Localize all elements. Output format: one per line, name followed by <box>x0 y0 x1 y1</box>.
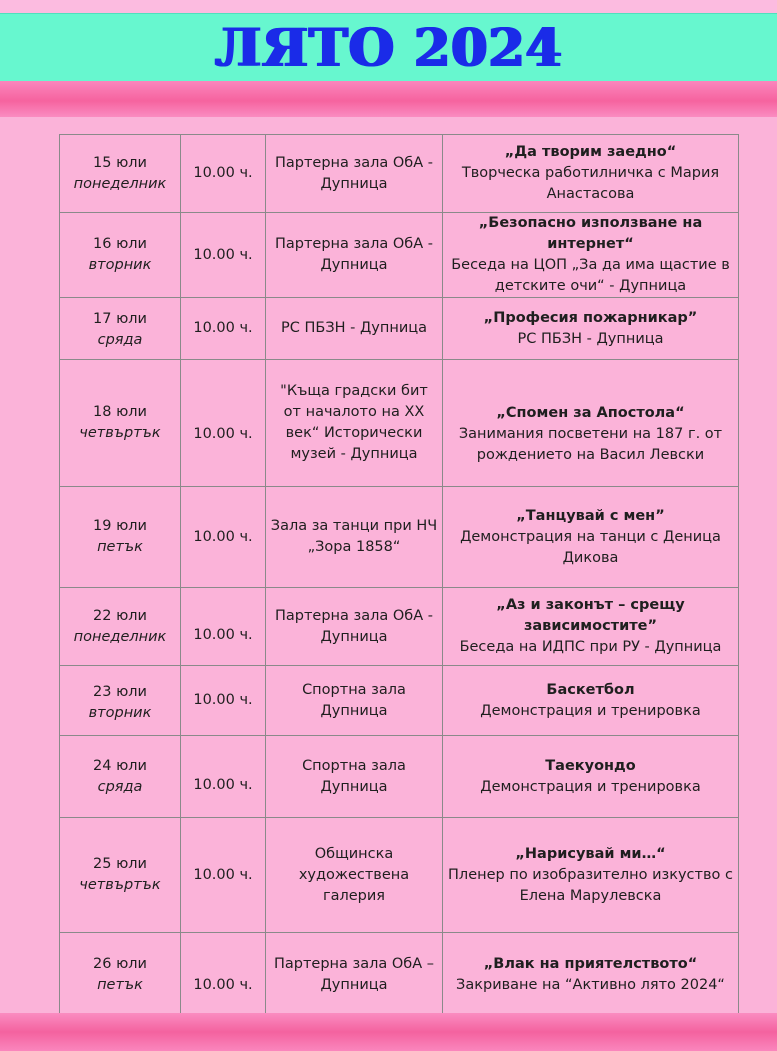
weekday: вторник <box>88 704 152 721</box>
date: 26 юли <box>93 956 147 972</box>
top-stripe <box>0 0 777 13</box>
weekday: вторник <box>88 257 152 273</box>
place-cell: РС ПБЗН - Дупница <box>266 298 443 360</box>
weekday: понеделник <box>73 628 167 645</box>
weekday: четвъртък <box>79 877 161 893</box>
time-cell: 10.00 ч. <box>181 135 266 213</box>
weekday: четвъртък <box>79 425 161 441</box>
place-cell: Спортна зала Дупница <box>266 736 443 818</box>
table-row <box>60 298 739 360</box>
place-cell: Общинска художествена галерия <box>266 818 443 933</box>
event-cell <box>443 818 739 933</box>
event-cell <box>443 588 739 666</box>
event-description: Демонстрация на танци с Деница Дикова <box>460 528 721 566</box>
event-title: Таекуондо <box>545 757 636 774</box>
event-title: „Да творим заедно“ <box>504 144 677 160</box>
event-cell <box>443 487 739 588</box>
event-description: Демонстрация и тренировка <box>480 702 701 719</box>
time-cell: 10.00 ч. <box>181 736 266 818</box>
date-cell <box>60 213 181 298</box>
schedule-table <box>59 134 739 1018</box>
time-cell: 10.00 ч. <box>181 933 266 1018</box>
time-cell: 10.00 ч. <box>181 213 266 298</box>
event-title: „Танцувай с мен” <box>516 507 665 524</box>
table-row <box>60 588 739 666</box>
event-title: „Професия пожарникар” <box>483 309 698 326</box>
event-cell <box>443 666 739 736</box>
date: 25 юли <box>93 856 147 872</box>
table-row <box>60 360 739 487</box>
event-cell <box>443 933 739 1018</box>
time-cell: 10.00 ч. <box>181 487 266 588</box>
place-cell: Партерна зала ОбА - Дупница <box>266 588 443 666</box>
weekday: петък <box>97 539 143 555</box>
event-title: „Безопасно използване на интернет“ <box>478 215 703 252</box>
event-title: „Влак на приятелството“ <box>483 956 698 972</box>
event-description: Творческа работилничка с Мария Анастасова <box>461 165 720 202</box>
weekday: петък <box>97 977 143 993</box>
time-cell: 10.00 ч. <box>181 666 266 736</box>
event-description: Занимания посветени на 187 г. от рождението на Васил Левски <box>458 425 723 463</box>
place-cell: Партерна зала ОбА - Дупница <box>266 135 443 213</box>
date-cell <box>60 818 181 933</box>
weekday: сряда <box>97 778 143 795</box>
event-description: Демонстрация и тренировка <box>480 778 701 795</box>
time-cell: 10.00 ч. <box>181 818 266 933</box>
event-cell <box>443 213 739 298</box>
table-row <box>60 666 739 736</box>
date-cell <box>60 666 181 736</box>
time-cell: 10.00 ч. <box>181 588 266 666</box>
event-description: Беседа на ЦОП „За да има щастие в детските очи“ - Дупница <box>451 257 730 294</box>
table-row <box>60 213 739 298</box>
date-cell <box>60 298 181 360</box>
table-row <box>60 487 739 588</box>
date-cell <box>60 360 181 487</box>
place-cell: Партерна зала ОбА – Дупница <box>266 933 443 1018</box>
event-cell <box>443 135 739 213</box>
event-title: „Аз и законът – срещу зависимостите” <box>496 597 685 634</box>
weekday: сряда <box>97 331 143 348</box>
page-title: ЛЯТО 2024 <box>214 18 563 79</box>
event-title: „Спомен за Апостола“ <box>496 404 685 421</box>
place-cell: Партерна зала ОбА - Дупница <box>266 213 443 298</box>
place-cell: Спортна зала Дупница <box>266 666 443 736</box>
place-cell: Зала за танци при НЧ „Зора 1858“ <box>266 487 443 588</box>
event-cell <box>443 298 739 360</box>
event-description: Беседа на ИДПС при РУ - Дупница <box>459 639 722 655</box>
date: 24 юли <box>93 757 147 774</box>
date-cell <box>60 933 181 1018</box>
date: 16 юли <box>93 236 147 252</box>
date: 23 юли <box>93 683 147 700</box>
date: 15 юли <box>93 154 147 171</box>
date: 18 юли <box>93 404 147 420</box>
date: 19 юли <box>93 518 147 534</box>
date-cell <box>60 736 181 818</box>
header-pink-bar <box>0 81 777 117</box>
date: 22 юли <box>93 607 147 624</box>
date-cell <box>60 487 181 588</box>
time-cell: 10.00 ч. <box>181 298 266 360</box>
place-cell: "Къща градски бит от началото на XX век“ Исторически музей - Дупница <box>266 360 443 487</box>
date-cell <box>60 588 181 666</box>
event-description: Закриване на “Активно лято 2024“ <box>456 977 725 993</box>
table-row <box>60 933 739 1018</box>
event-title: „Нарисувай ми…“ <box>515 845 666 862</box>
date: 17 юли <box>93 310 147 327</box>
event-description: Пленер по изобразително изкуство с Елена Марулевска <box>448 866 733 904</box>
weekday: понеделник <box>73 175 167 192</box>
event-cell <box>443 360 739 487</box>
time-cell: 10.00 ч. <box>181 360 266 487</box>
date-cell <box>60 135 181 213</box>
event-title: Баскетбол <box>546 681 635 698</box>
table-row <box>60 736 739 818</box>
event-description: РС ПБЗН - Дупница <box>517 330 664 347</box>
event-cell <box>443 736 739 818</box>
table-row <box>60 818 739 933</box>
footer-pink-bar <box>0 1013 777 1051</box>
table-row <box>60 135 739 213</box>
